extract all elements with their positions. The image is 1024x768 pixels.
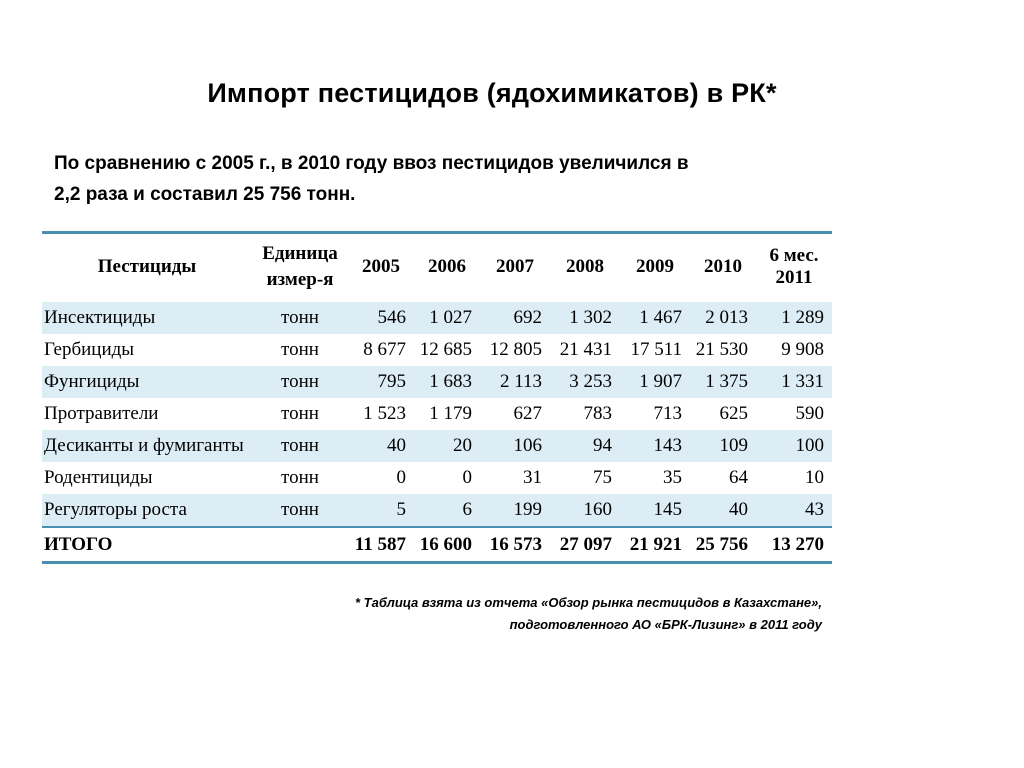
cell-value: 64: [729, 467, 748, 488]
cell-value: 783: [583, 403, 612, 424]
total-value: 16 600: [414, 527, 480, 561]
row-unit: тонн: [252, 430, 348, 462]
cell-value: 10: [805, 467, 824, 488]
total-unit-empty: [252, 527, 348, 561]
header-year-2005: 2005: [348, 234, 414, 301]
row-name: Гербициды: [44, 339, 135, 360]
table-header-row: [42, 234, 832, 301]
cell-value: 2 113: [480, 366, 550, 398]
header-year-2009: 2009: [620, 234, 690, 301]
cell-value: 1 027: [414, 301, 480, 334]
header-pesticides: Пестициды: [42, 234, 252, 301]
cell-value: 75: [593, 467, 612, 488]
cell-value: 199: [480, 494, 550, 527]
cell-value: 1 523: [363, 403, 406, 424]
cell-value: 1 302: [550, 301, 620, 334]
total-value: 25 756: [690, 527, 756, 561]
table-row: [42, 301, 832, 334]
cell-value: 40: [690, 494, 756, 527]
source-footnote: [182, 592, 822, 636]
row-unit: тонн: [252, 494, 348, 527]
row-name: Инсектициды: [42, 301, 252, 334]
cell-value: 106: [480, 430, 550, 462]
cell-value: 12 685: [419, 339, 472, 360]
cell-value: 21 530: [695, 339, 748, 360]
total-value: 27 097: [550, 527, 620, 561]
header-unit-line-2: измер-я: [266, 269, 334, 290]
cell-value: 160: [550, 494, 620, 527]
total-value: 21 921: [620, 527, 690, 561]
cell-value: 9 908: [781, 339, 824, 360]
table-row: [42, 334, 832, 366]
pesticide-import-table: [42, 231, 832, 564]
total-value: 13 270: [756, 527, 832, 561]
row-name: Протравители: [44, 403, 159, 424]
row-unit: тонн: [281, 339, 319, 360]
row-unit: тонн: [252, 366, 348, 398]
cell-value: 546: [348, 301, 414, 334]
cell-value: 5: [348, 494, 414, 527]
total-value: 16 573: [480, 527, 550, 561]
cell-value: 6: [414, 494, 480, 527]
row-name: Родентициды: [44, 467, 153, 488]
intro-line-1: По сравнению с 2005 г., в 2010 году ввоз пестицидов увеличился в: [54, 153, 689, 174]
cell-value: 100: [756, 430, 832, 462]
cell-value: 795: [348, 366, 414, 398]
total-value: 11 587: [348, 527, 414, 561]
row-name: Десиканты и фумиганты: [42, 430, 252, 462]
slide-title: Импорт пестицидов (ядохимикатов) в РК*: [207, 78, 777, 108]
footnote-line-1: * Таблица взята из отчета «Обзор рынка пестицидов в Казахстане»,: [355, 595, 822, 610]
cell-value: 31: [523, 467, 542, 488]
row-name: Фунгициды: [42, 366, 252, 398]
total-label: ИТОГО: [42, 527, 252, 561]
cell-value: 43: [756, 494, 832, 527]
cell-value: 1 179: [429, 403, 472, 424]
cell-value: 692: [480, 301, 550, 334]
intro-line-2: 2,2 раза и составил 25 756 тонн.: [54, 184, 356, 205]
cell-value: 625: [719, 403, 748, 424]
cell-value: 143: [620, 430, 690, 462]
cell-value: 40: [348, 430, 414, 462]
cell-value: 0: [462, 467, 472, 488]
row-name: Регуляторы роста: [42, 494, 252, 527]
header-year-2011-6m: 6 мес. 2011: [756, 234, 832, 301]
cell-value: 1 289: [756, 301, 832, 334]
row-unit: тонн: [281, 467, 319, 488]
cell-value: 109: [690, 430, 756, 462]
header-unit-line-1: Единица: [262, 243, 338, 264]
table-row: [42, 494, 832, 527]
table-row: [42, 462, 832, 494]
table-row: [42, 366, 832, 398]
cell-value: 627: [513, 403, 542, 424]
header-unit: [252, 234, 348, 301]
cell-value: 20: [414, 430, 480, 462]
table-total-row: [42, 527, 832, 561]
cell-value: 1 331: [756, 366, 832, 398]
cell-value: 713: [653, 403, 682, 424]
cell-value: 35: [663, 467, 682, 488]
cell-value: 1 683: [414, 366, 480, 398]
cell-value: 1 467: [620, 301, 690, 334]
cell-value: 21 431: [559, 339, 612, 360]
header-year-2006: 2006: [414, 234, 480, 301]
data-table: [42, 234, 832, 561]
row-unit: тонн: [252, 301, 348, 334]
header-year-2007: 2007: [480, 234, 550, 301]
cell-value: 590: [795, 403, 824, 424]
cell-value: 0: [396, 467, 406, 488]
row-unit: тонн: [281, 403, 319, 424]
cell-value: 1 907: [620, 366, 690, 398]
header-year-2010: 2010: [690, 234, 756, 301]
header-year-2008: 2008: [550, 234, 620, 301]
footnote-line-2: подготовленного АО «БРК-Лизинг» в 2011 году: [509, 617, 822, 632]
cell-value: 2 013: [690, 301, 756, 334]
table-row: [42, 398, 832, 430]
cell-value: 12 805: [489, 339, 542, 360]
intro-text: [54, 148, 814, 210]
cell-value: 3 253: [550, 366, 620, 398]
cell-value: 94: [550, 430, 620, 462]
table-row: [42, 430, 832, 462]
cell-value: 17 511: [630, 339, 682, 360]
cell-value: 8 677: [363, 339, 406, 360]
cell-value: 145: [620, 494, 690, 527]
cell-value: 1 375: [690, 366, 756, 398]
